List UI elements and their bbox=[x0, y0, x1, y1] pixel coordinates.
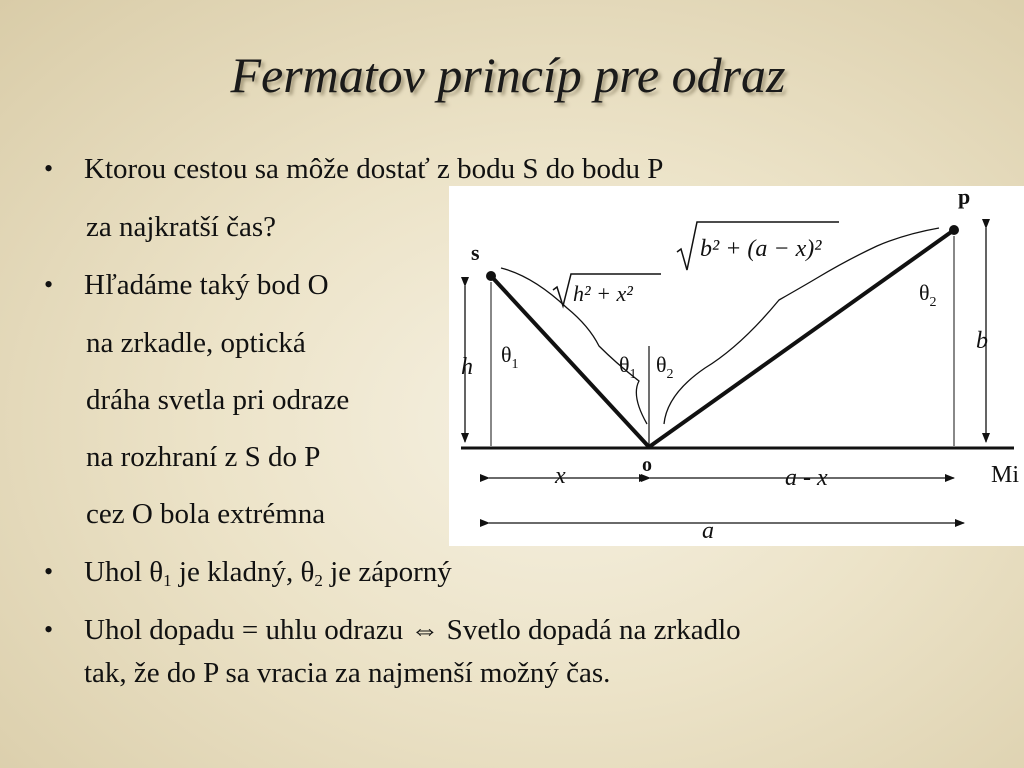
bullet-2-line-3: dráha svetla pri odraze bbox=[86, 384, 350, 416]
bullet-3-part: je záporný bbox=[322, 556, 452, 588]
bullet-3-text bbox=[84, 555, 452, 589]
bullet-4-line-2: tak, že do P sa vracia za najmenší možný čas. bbox=[84, 657, 611, 689]
formula-right-radicand: b² + (a − x)² bbox=[700, 236, 822, 262]
label-a: a bbox=[702, 518, 714, 544]
bullet-dot: • bbox=[44, 557, 54, 586]
bullet-3-subscript: 2 bbox=[314, 571, 323, 590]
formula-left-radicand: h² + x² bbox=[573, 281, 633, 306]
bullet-2-line-1: Hľadáme taký bod O bbox=[84, 269, 329, 301]
slide-title bbox=[0, 46, 1024, 104]
bullet-dot: • bbox=[44, 615, 54, 644]
label-theta1-at-o: $\theta_1$ bbox=[619, 352, 637, 382]
label-s: s bbox=[471, 240, 480, 265]
bullet-4-line-1: Uhol dopadu = uhlu odrazu ⇔ Svetlo dopadá na zrkadlo bbox=[84, 614, 741, 646]
formula-right-path-length bbox=[677, 222, 839, 270]
bullet-1-line-1: Ktorou cestou sa môže dostať z bodu S do bodu P bbox=[84, 153, 664, 185]
label-h: h bbox=[461, 354, 473, 380]
bullet-1-line-2: za najkratší čas? bbox=[86, 211, 277, 243]
bullet-3-part: Uhol θ bbox=[84, 556, 164, 588]
label-p: p bbox=[958, 186, 971, 209]
bullet-2-line-5: cez O bola extrémna bbox=[86, 498, 326, 530]
bullet-2-line-4: na rozhraní z S do P bbox=[86, 441, 321, 473]
bullet-3-subscript: 1 bbox=[163, 571, 172, 590]
bullet-dot: • bbox=[44, 270, 54, 299]
bullet-dot: • bbox=[44, 154, 54, 183]
label-theta2-at-p: $\theta_2$ bbox=[919, 280, 937, 310]
reflection-diagram bbox=[449, 186, 1024, 546]
point-p bbox=[949, 225, 959, 235]
label-o: o bbox=[642, 454, 652, 476]
label-mirror: Mi bbox=[991, 462, 1020, 488]
reflection-diagram-svg bbox=[449, 186, 1024, 546]
label-theta2-at-o: $\theta_2$ bbox=[656, 352, 674, 382]
point-s bbox=[486, 271, 496, 281]
bullet-2-line-2: na zrkadle, optická bbox=[86, 327, 306, 359]
bullet-3-part: je kladný, θ bbox=[171, 556, 315, 588]
label-b: b bbox=[976, 328, 988, 354]
label-theta1-at-s: $\theta_1$ bbox=[501, 342, 519, 372]
reflected-ray bbox=[649, 230, 954, 447]
formula-left-path-length bbox=[553, 274, 661, 306]
slide-title-text: Fermatov princíp pre odraz bbox=[230, 47, 786, 103]
label-x: x bbox=[555, 463, 566, 489]
label-a-minus-x: a - x bbox=[785, 465, 828, 491]
